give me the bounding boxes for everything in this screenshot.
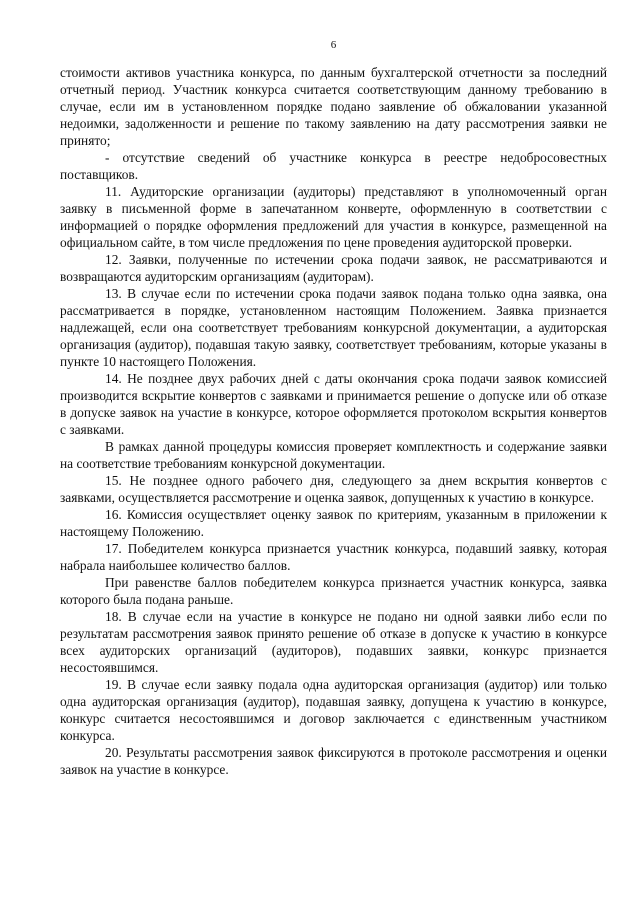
paragraph-clause-14: 14. Не позднее двух рабочих дней с даты окончания срока подачи заявок комиссией производится вскрытие конвертов с заявками и принимается решение о допуске или об отказе в допуске заявок на участие в конкурсе, которое оформляется протоколом вскрытия конвертов с заявками. <box>60 371 607 437</box>
paragraph-clause-13: 13. В случае если по истечении срока подачи заявок подана только одна заявка, она рассматривается в порядке, установленном настоящим Положением. Заявка признается надлежащей, если она соответствует требованиям конкурсной документации, а аудиторская организация (аудитор), подавшая такую заявку, соответствует требованиям, которые указаны в пункте 10 настоящего Положения. <box>60 286 607 369</box>
paragraph-clause-19: 19. В случае если заявку подала одна аудиторская организация (аудитор) или только одна аудиторская организация (аудитор), подавшая заявку, допущена к участию в конкурсе, конкурс считается несостоявшимся и договор заключается с единственным участником конкурса. <box>60 677 607 743</box>
paragraph-clause-18: 18. В случае если на участие в конкурсе не подано ни одной заявки либо если по результатам рассмотрения заявок принято решение об отказе в допуске к участию в конкурсе всех аудиторских организаций (аудиторов), подавших заявки, конкурс признается несостоявшимся. <box>60 609 607 675</box>
paragraph-clause-15: 15. Не позднее одного рабочего дня, следующего за днем вскрытия конвертов с заявками, осуществляется рассмотрение и оценка заявок, допущенных к участию в конкурсе. <box>60 473 607 505</box>
document-page <box>60 38 607 778</box>
page-number: 6 <box>330 39 337 51</box>
paragraph-clause-12: 12. Заявки, полученные по истечении срока подачи заявок, не рассматриваются и возвращаются аудиторским организациям (аудиторам). <box>60 252 607 284</box>
paragraph-clause-20: 20. Результаты рассмотрения заявок фиксируются в протоколе рассмотрения и оценки заявок на участие в конкурсе. <box>60 745 607 777</box>
paragraph-clause-11: 11. Аудиторские организации (аудиторы) представляют в уполномоченный орган заявку в письменной форме в запечатанном конверте, оформленную в соответствии с информацией о порядке оформления предложений для участия в конкурсе, размещенной на официальном сайте, в том числе предложения по цене проведения аудиторской проверки. <box>60 184 607 250</box>
paragraph-clause-16: 16. Комиссия осуществляет оценку заявок по критериям, указанным в приложении к настоящему Положению. <box>60 507 607 539</box>
paragraph-bullet-registry: - отсутствие сведений об участнике конкурса в реестре недобросовестных поставщиков. <box>60 150 607 182</box>
paragraph-clause-17: 17. Победителем конкурса признается участник конкурса, подавший заявку, которая набрала наибольшее количество баллов. <box>60 541 607 573</box>
paragraph-continuation: стоимости активов участника конкурса, по данным бухгалтерской отчетности за последний отчетный период. Участник конкурса считается соответствующим данному требованию в случае, если им в установленном порядке подано заявление об обжаловании указанной недоимки, задолженности и решение по такому заявлению на дату рассмотрения заявки не принято; <box>60 65 607 148</box>
paragraph-clause-17-tie: При равенстве баллов победителем конкурса признается участник конкурса, заявка которого была подана раньше. <box>60 575 607 607</box>
paragraph-clause-14-procedure: В рамках данной процедуры комиссия проверяет комплектность и содержание заявки на соответствие требованиям конкурсной документации. <box>60 439 607 471</box>
